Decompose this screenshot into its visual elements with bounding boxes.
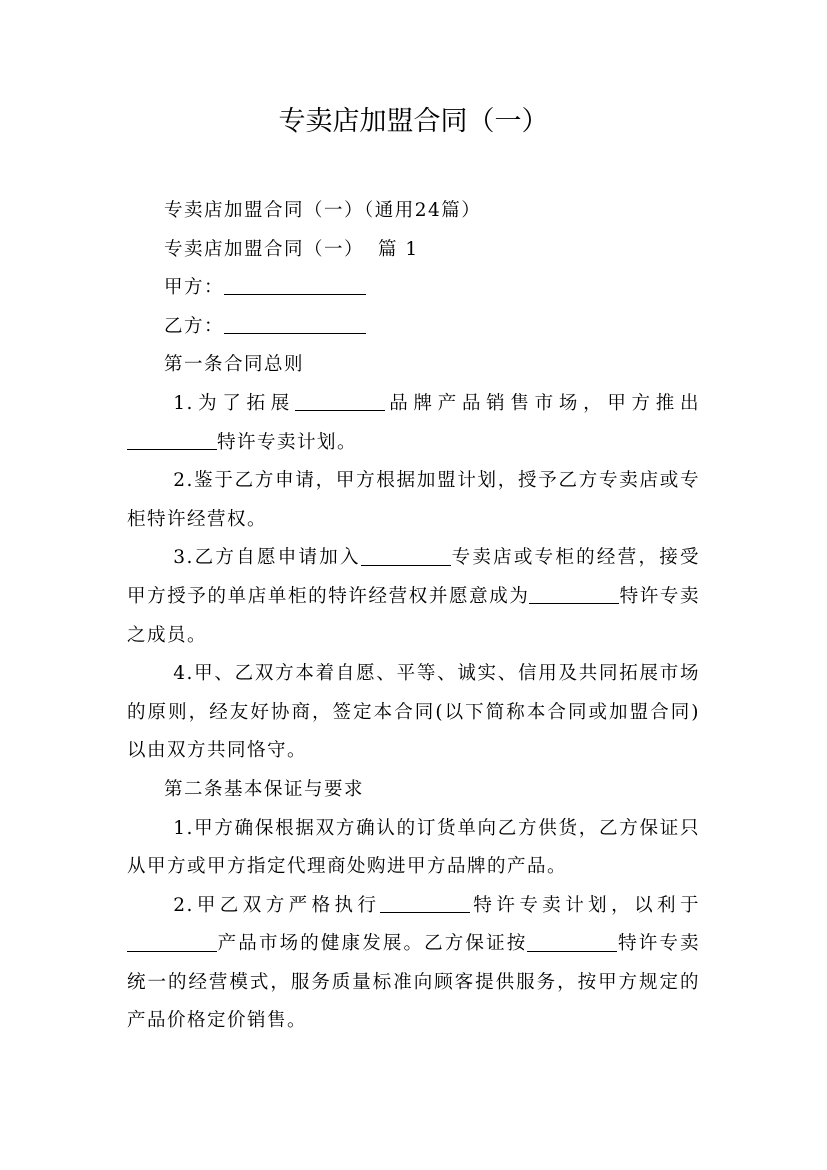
party-a-line [127, 269, 700, 308]
article-title [127, 231, 700, 270]
section1-item4-text: 4.甲、乙双方本着自愿、平等、诚实、信用及共同拓展市场的原则，经友好协商，签定本合同(以下简称本合同或加盟合同)以由双方共同恪守。 [127, 663, 700, 762]
document-title: 专卖店加盟合同（一） [278, 106, 549, 137]
section2-item1-text: 1.甲方确保根据双方确认的订货单向乙方供货，乙方保证只从甲方或甲方指定代理商处购进甲方品牌的产品。 [127, 817, 700, 878]
section1-item3-part-a: 3.乙方自愿申请加入 [173, 547, 361, 569]
section1-item2-text: 2.鉴于乙方申请，甲方根据加盟计划，授予乙方专卖店或专柜特许经营权。 [127, 470, 700, 530]
section2-item2-part-d: 特许专卖统一的经营模式，服务质量标准向顾客提供服务，按甲方规定的产品价格定价销售。 [127, 933, 700, 1032]
store-blank [361, 546, 451, 566]
collection-title-text: 专卖店加盟合同（一）（通用24篇） [164, 200, 482, 221]
plan-name-blank [380, 893, 470, 913]
article-number: 篇 1 [378, 238, 419, 260]
plan-blank [127, 430, 217, 450]
document-body [127, 192, 700, 1041]
section1-heading-text: 第一条合同总则 [164, 354, 305, 376]
section1-heading [127, 346, 700, 385]
section1-item1-part-c: 特许专卖计划。 [217, 431, 358, 453]
article-title-text: 专卖店加盟合同（一） [164, 238, 365, 260]
section2-heading [127, 771, 700, 810]
section2-item1 [127, 810, 700, 887]
party-b-line [127, 308, 700, 347]
product-blank [127, 932, 217, 952]
section1-item3-part-b: 专卖店或专柜的经营，接受甲方授予的单店单柜的特许经营权并愿意成为 [127, 547, 700, 607]
section1-item2 [127, 462, 700, 539]
section1-item3-part-c: 特许专卖之成员。 [127, 585, 700, 646]
section1-item1-part-b: 品牌产品销售市场，甲方推出 [385, 392, 700, 414]
member-blank [529, 585, 619, 605]
party-a-blank [224, 276, 366, 296]
section2-item2-part-a: 2.甲乙双方严格执行 [173, 894, 381, 916]
section1-item4 [127, 655, 700, 771]
section2-heading-text: 第二条基本保证与要求 [164, 778, 365, 800]
section1-item1 [127, 385, 700, 462]
party-a-label: 甲方： [164, 277, 225, 299]
brand-blank [295, 392, 385, 412]
section2-item2-part-b: 特许专卖计划，以利于 [470, 894, 700, 916]
section2-item2-part-c: 产品市场的健康发展。乙方保证按 [217, 933, 528, 955]
party-b-label: 乙方： [164, 315, 225, 337]
section1-item1-part-a: 1.为了拓展 [173, 392, 296, 414]
section1-item3 [127, 539, 700, 655]
section2-item2 [127, 887, 700, 1041]
collection-title [127, 192, 700, 231]
mode-blank [527, 932, 617, 952]
party-b-blank [224, 315, 366, 335]
